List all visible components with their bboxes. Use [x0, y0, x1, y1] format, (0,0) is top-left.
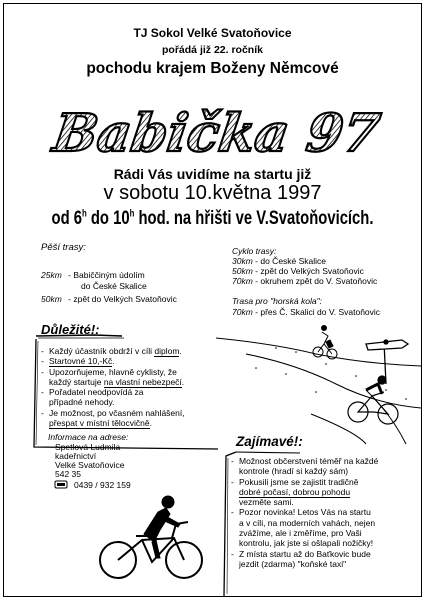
walking-route-25-cont: do České Skalice	[81, 281, 147, 291]
walking-heading: Pěší trasy:	[41, 242, 86, 253]
important-list	[41, 346, 217, 428]
interesting-item	[231, 518, 417, 528]
event-time	[50, 208, 375, 230]
cycling-route-km: 30km	[232, 256, 253, 266]
interesting-list	[231, 456, 417, 569]
mtb-route-km: 70km	[232, 307, 253, 317]
important-item-text: Je možnost, po včasném nahlášení,	[49, 407, 185, 418]
interesting-item-text: kontrolu, jak jste si ošlapali nožičky!	[239, 538, 374, 549]
time-prefix: od 6	[51, 208, 82, 229]
important-item-text: případné nehody.	[49, 397, 115, 408]
important-item	[41, 408, 217, 418]
contact-name: Spetlová Ludmila	[55, 442, 121, 452]
mtb-route-text: - přes Č. Skalici do V. Svatoňovic	[255, 307, 381, 317]
info-heading: Informace na adrese:	[48, 432, 129, 442]
walking-route-50	[41, 294, 177, 304]
interesting-item	[231, 456, 417, 466]
interesting-item-text: Z místa startu až do Baťkovic bude	[239, 548, 371, 559]
interesting-item-text: Pozor novinka! Letos Vás na startu	[239, 507, 371, 518]
cycling-route-70	[232, 276, 377, 286]
organizer: TJ Sokol Velké Svatoňovice	[133, 26, 292, 40]
interesting-item-text: kontrole (hradí si každý sám)	[239, 466, 349, 477]
cycling-route-km: 50km	[232, 266, 253, 276]
interesting-item	[231, 549, 417, 559]
important-item	[41, 418, 217, 428]
interesting-title: Zajímavé!:	[236, 434, 303, 449]
babicka-97-logo	[49, 95, 384, 165]
interesting-item-text: jezdit (zdarma) "koňské taxi"	[239, 558, 347, 569]
interesting-item	[231, 477, 417, 487]
bottle-icon	[326, 340, 333, 348]
walking-route-text: - zpět do Velkých Svatoňovic	[68, 294, 177, 304]
cycling-route-50	[232, 266, 364, 276]
cycling-route-text: - do České Skalice	[255, 256, 327, 266]
logo-title: Babička 97	[49, 103, 384, 164]
invitation-line: Rádi Vás uvidíme na startu již	[113, 166, 312, 182]
important-item-suffix: .	[181, 376, 185, 387]
walking-route-km: 25km	[41, 270, 62, 280]
telephone-icon	[54, 479, 68, 489]
important-item	[41, 387, 217, 397]
important-item	[41, 377, 217, 387]
important-item-suffix: .	[149, 418, 153, 429]
time-mark-2: h	[129, 208, 135, 220]
edition: pořádá již 22. ročník	[162, 44, 263, 56]
important-item-suffix: .	[112, 356, 115, 367]
signpost-icon	[366, 340, 408, 384]
time-suffix: hod. na hřišti ve V.Svatoňovicích.	[138, 208, 374, 229]
contact-town: Velké Svatoňovice	[55, 460, 125, 470]
time-mid: do 10	[90, 208, 130, 229]
cycling-heading: Cyklo trasy:	[232, 246, 277, 256]
cyclists-road-illustration	[216, 304, 421, 444]
walking-route-text: - Babiččiným údolím	[68, 270, 145, 280]
important-item-text: Každý účastník obdrží v cíli	[49, 346, 155, 356]
cyclist-racing-icon	[348, 376, 398, 424]
cycling-route-text: - okruhem zpět do V. Svatoňovic	[255, 276, 378, 286]
important-item-highlight: diplom	[154, 346, 180, 356]
contact-role: kadeřnictví	[55, 451, 97, 461]
important-item	[41, 367, 217, 377]
important-item	[41, 356, 217, 366]
poster	[3, 3, 422, 597]
important-title: Důležité!:	[41, 322, 100, 337]
interesting-item	[231, 507, 417, 517]
interesting-item-text: vezměte sami.	[239, 497, 294, 508]
interesting-item	[231, 528, 417, 538]
important-item-text: každý startuje	[49, 376, 104, 387]
interesting-item	[231, 538, 417, 548]
interesting-item-text: a v cíli, na moderních vahách, nejen	[239, 517, 376, 528]
important-item-highlight: Startovné 10,-Kč	[49, 356, 113, 367]
time-mark-1: h	[81, 208, 87, 220]
interesting-item-text: Pokusili jsme se zajistit tradičně	[239, 476, 359, 487]
walking-route-km: 50km	[41, 294, 62, 304]
contact-phone: 0439 / 932 159	[74, 480, 131, 490]
important-item	[41, 397, 217, 407]
interesting-item	[231, 466, 417, 476]
contact-zip: 542 35	[55, 469, 81, 479]
interesting-item	[231, 497, 417, 507]
interesting-item	[231, 487, 417, 497]
interesting-item-text: zvážíme, ale i změříme, pro Vaši	[239, 528, 362, 539]
important-item-text: Pořadatel neodpovídá za	[49, 387, 144, 398]
important-item	[41, 346, 217, 356]
cycling-route-30	[232, 256, 326, 266]
mtb-heading: Trasa pro "horská kola":	[232, 296, 322, 306]
important-item-highlight: přespat v místní tělocvičně	[49, 418, 150, 429]
cyclist-large-icon	[96, 492, 206, 584]
important-item-text: Upozorňujeme, hlavně cyklisty, že	[49, 366, 177, 377]
important-item-highlight: na vlastní nebezpečí	[103, 376, 182, 387]
walking-route-25	[41, 270, 145, 280]
road-lines	[216, 338, 421, 444]
event-date: v sobotu 10.května 1997	[103, 182, 322, 204]
interesting-item-text: dobré počasí, dobrou pohodu	[239, 486, 351, 497]
interesting-item-text: Možnost občerstvení téměř na každé	[239, 456, 379, 466]
cycling-route-km: 70km	[232, 276, 253, 286]
march-name: pochodu krajem Boženy Němcové	[86, 60, 339, 77]
interesting-item	[231, 559, 417, 569]
important-item-suffix: .	[179, 346, 182, 356]
cycling-route-text: - zpět do Velkých Svatoňovic	[255, 266, 364, 276]
